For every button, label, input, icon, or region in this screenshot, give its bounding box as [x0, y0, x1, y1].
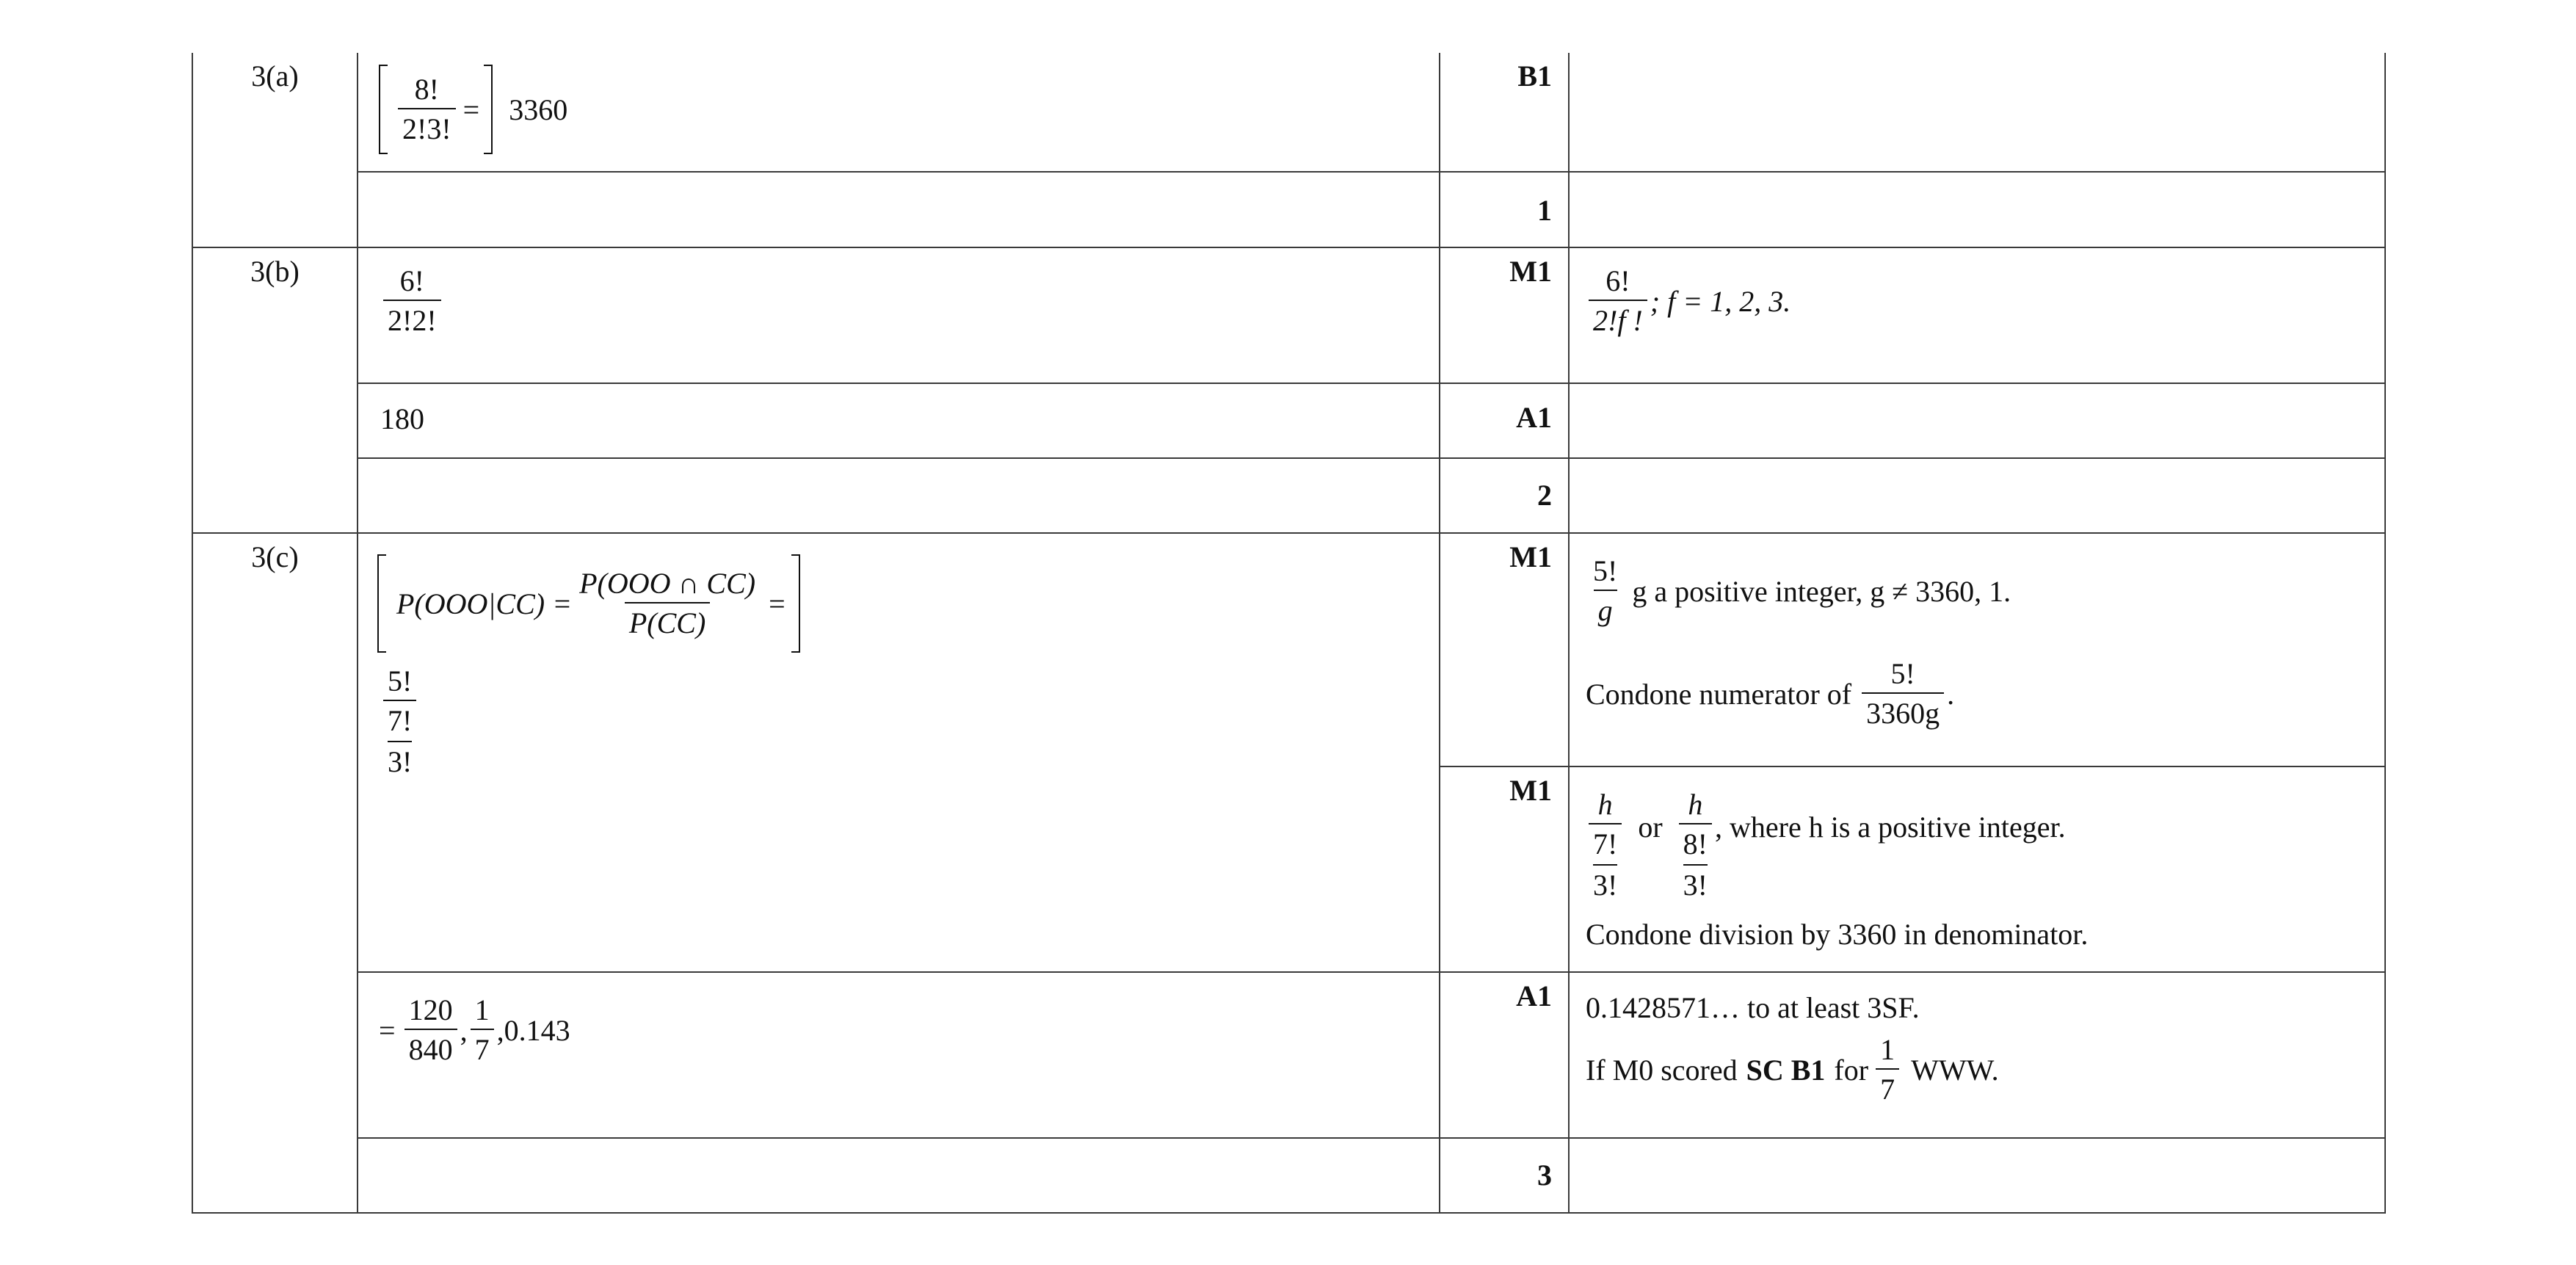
- row-3c-accuracy: [192, 972, 2385, 1138]
- fraction: $\frac{6!}{2!2!}$: [383, 266, 441, 336]
- mark: M1: [1440, 533, 1569, 766]
- fraction: $\frac{8!}{2!3!}$: [398, 74, 456, 145]
- answer-cell: [358, 247, 1440, 383]
- fraction: $\frac{5!}{g}$: [1593, 554, 1618, 627]
- answer-cell: $\frac{8!}{2!3!}$ = 3360: [358, 53, 1440, 172]
- guidance-cell: $\frac{5!}{g}$ g a positive integer, g ≠ 3360, 1. Condone numerator of $\frac{5!}{3360g}$ .: [1569, 533, 2385, 766]
- row-3a-total: [192, 172, 2385, 247]
- guidance-cell: $\frac{6!}{2!f !}$ ; f = 1, 2, 3.: [1569, 247, 2385, 383]
- total-mark: 1: [1440, 172, 1569, 247]
- fraction: $\frac{1}{7}$: [471, 995, 494, 1065]
- fraction: $\frac{6!}{2!f !}$: [1589, 266, 1647, 336]
- mark: M1: [1440, 766, 1569, 972]
- answer-cell: 180: [358, 383, 1440, 458]
- row-3a-answer: [192, 53, 2385, 172]
- mark: A1: [1440, 383, 1569, 458]
- right-bracket: [791, 554, 800, 653]
- fraction: h 8! 3!: [1679, 789, 1712, 901]
- mark: M1: [1440, 247, 1569, 383]
- row-3c-total: [192, 1138, 2385, 1213]
- guidance-cell: [1569, 53, 2385, 172]
- left-bracket: [379, 65, 388, 154]
- row-3b-method: [192, 247, 2385, 383]
- question-number: 3(b): [192, 247, 358, 533]
- fraction: $\frac{\text{P(OOO ∩ CC)}}{P(CC)}$: [579, 567, 756, 639]
- question-number: 3(c): [192, 533, 358, 1213]
- answer-value: 3360: [509, 93, 568, 126]
- guidance-cell: 0.1428571… to at least 3SF. If M0 scored SC B1 for $\frac{1}{7}$ WWW.: [1569, 972, 2385, 1138]
- right-bracket: [484, 65, 493, 154]
- compound-fraction: 5! 7! 3!: [380, 666, 419, 778]
- fraction: $\frac{1}{7}$: [1876, 1034, 1899, 1105]
- fraction: $\frac{5!}{3360g}$: [1862, 659, 1944, 729]
- row-3b-total: [192, 458, 2385, 533]
- fraction: h 7! 3!: [1589, 789, 1622, 901]
- mark-scheme-table: [192, 53, 2386, 1214]
- guidance-cell: h 7! 3! or h 8! 3! , where h is a positive integer. Condone division by 3360 in denominator.: [1569, 766, 2385, 972]
- mark: A1: [1440, 972, 1569, 1138]
- answer-cell: = $\frac{120}{840}$ , $\frac{1}{7}$ ,0.143: [358, 972, 1440, 1138]
- mark: B1: [1440, 53, 1569, 172]
- total-mark: 2: [1440, 458, 1569, 533]
- question-number: 3(a): [192, 53, 358, 247]
- left-bracket: [377, 554, 386, 653]
- fraction: $\frac{120}{840}$: [404, 995, 457, 1065]
- answer-cell: P(OOO|CC) = $\frac{\text{P(OOO ∩ CC)}}{P(CC)}$ = 5! 7! 3!: [358, 533, 1440, 972]
- total-mark: 3: [1440, 1138, 1569, 1213]
- row-3c-method-1: [192, 533, 2385, 766]
- row-3b-accuracy: [192, 383, 2385, 458]
